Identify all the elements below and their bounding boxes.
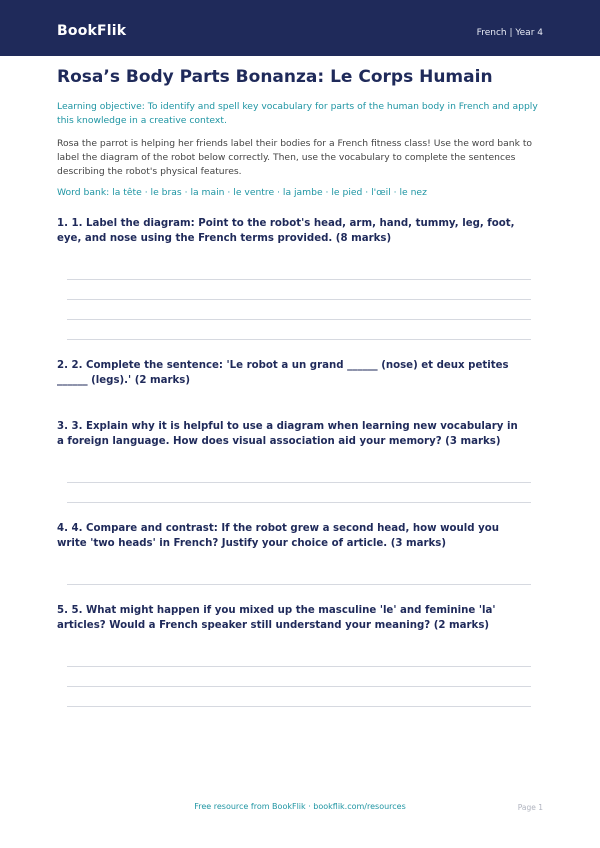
brand-logo-text: BookFlik: [57, 23, 127, 39]
question-2: 2. 2. Complete the sentence: 'Le robot a un grand ______ (nose) et deux petites ______ (legs).' (2 marks): [57, 360, 509, 386]
answer-line[interactable]: [67, 584, 531, 585]
learning-objective: Learning objective: To identify and spell key vocabulary for parts of the human body in French and apply this knowledge in a creative context.: [57, 101, 538, 126]
worksheet-title: Rosa’s Body Parts Bonanza: Le Corps Humain: [57, 67, 493, 87]
answer-line[interactable]: [67, 502, 531, 503]
question-4: 4. 4. Compare and contrast: If the robot grew a second head, how would you write 'two heads' in French? Justify your choice of article. (3 marks): [57, 523, 499, 549]
page-header: [0, 0, 600, 56]
word-bank: Word bank: la tête · le bras · la main · le ventre · la jambe · le pied · l'œil · le nez: [57, 187, 427, 198]
answer-line[interactable]: [67, 319, 531, 320]
question-3: 3. 3. Explain why it is helpful to use a diagram when learning new vocabulary in a foreign language. How does visual association aid your memory? (3 marks): [57, 421, 518, 447]
footer-credit-link[interactable]: Free resource from BookFlik · bookflik.com/resources: [194, 802, 406, 811]
answer-line[interactable]: [67, 339, 531, 340]
answer-line[interactable]: [67, 482, 531, 483]
answer-line[interactable]: [67, 706, 531, 707]
answer-line[interactable]: [67, 279, 531, 280]
subject-year-label: French | Year 4: [476, 28, 543, 38]
answer-line[interactable]: [67, 686, 531, 687]
intro-paragraph: Rosa the parrot is helping her friends label their bodies for a French fitness class! Use the word bank to label the diagram of the robot below correctly. Then, use the vocabulary to complete the sentences describing the robot's physical features.: [57, 138, 533, 177]
question-5: 5. 5. What might happen if you mixed up the masculine 'le' and feminine 'la' articles? Would a French speaker still understand your meaning? (2 marks): [57, 605, 496, 631]
question-1: 1. 1. Label the diagram: Point to the robot's head, arm, hand, tummy, leg, foot, eye, and nose using the French terms provided. (8 marks): [57, 218, 515, 244]
page-number: Page 1: [517, 803, 543, 812]
answer-line[interactable]: [67, 299, 531, 300]
answer-line[interactable]: [67, 666, 531, 667]
